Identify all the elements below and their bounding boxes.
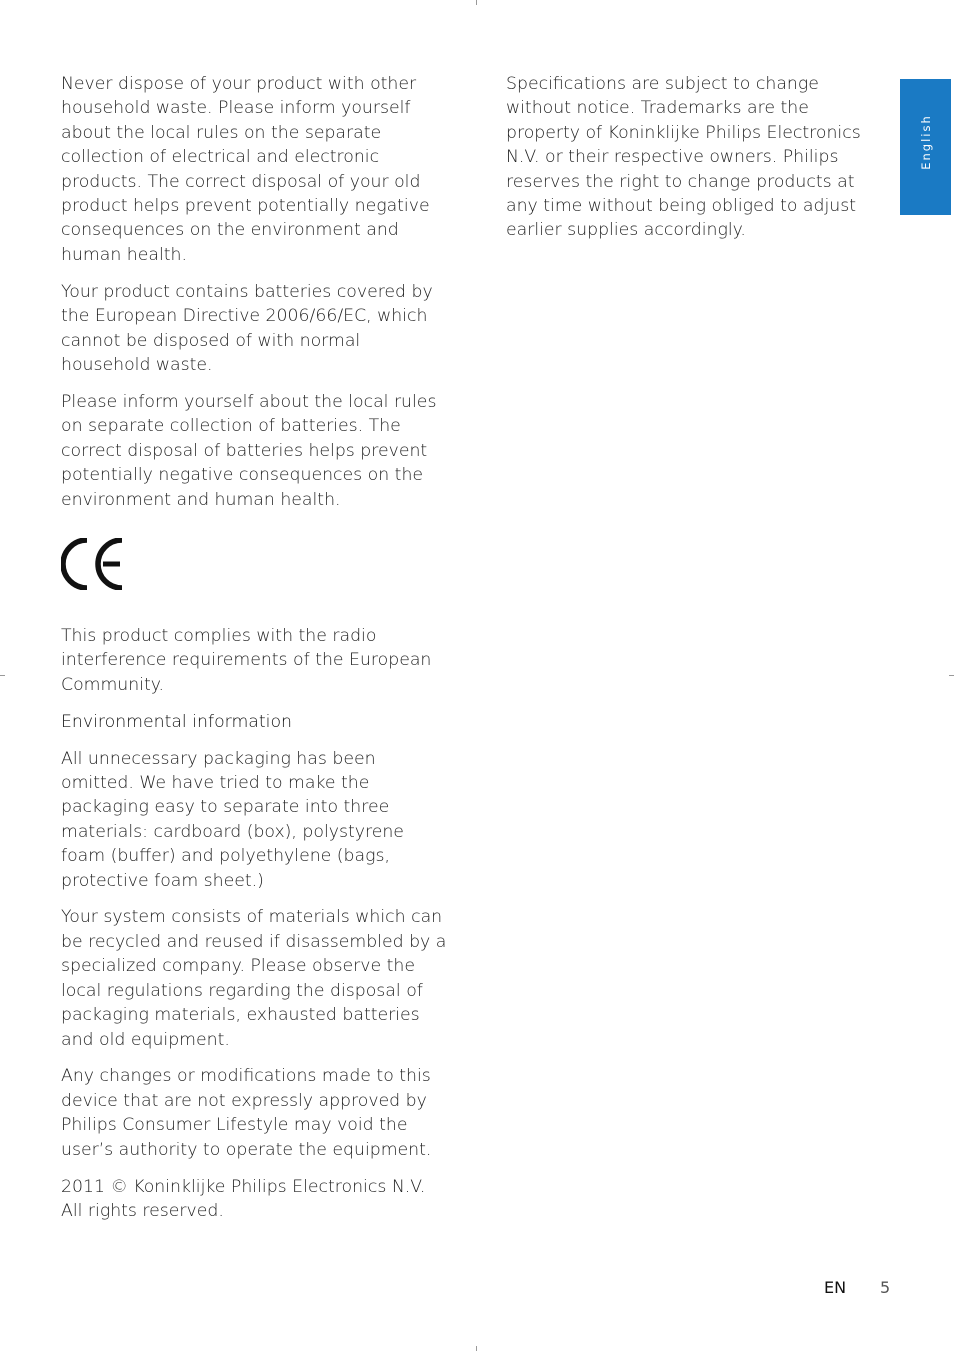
- crop-mark-right: [949, 675, 954, 676]
- ce-compliance-paragraph: This product complies with the radio interference requirements of the European Community.: [61, 625, 432, 695]
- crop-mark-left: [0, 675, 5, 676]
- battery-directive-paragraph: Your product contains batteries covered by the European Directive 2006/66/EC, which cannot be disposed of with normal household waste.: [61, 281, 433, 375]
- copyright-paragraph: 2011 © Koninklijke Philips Electronics N.V. All rights reserved.: [61, 1176, 426, 1221]
- left-column: [61, 72, 451, 1236]
- ce-mark-icon: [61, 538, 451, 590]
- ce-mark-graphic: [61, 538, 125, 590]
- modifications-paragraph: Any changes or modifications made to this device that are not expressly approved by Philips Consumer Lifestyle may void the user’s authority to operate the equipment.: [61, 1066, 432, 1160]
- recycling-paragraph: Your system consists of materials which can be recycled and reused if disassembled by a specialized company. Please observe the local regulations regarding the disposal of packaging materials, exhausted batteries and old equipment.: [61, 907, 447, 1050]
- disposal-paragraph: Never dispose of your product with other household waste. Please inform yourself about the local rules on the separate collection of electrical and electronic products. The correct disposal of your old product helps prevent potentially negative consequences on the environment and human health.: [61, 74, 430, 265]
- language-tab: [900, 79, 951, 215]
- crop-mark-bottom: [476, 1346, 477, 1351]
- language-tab-label: English: [918, 113, 933, 170]
- specifications-paragraph: Specifications are subject to change without notice. Trademarks are the property of Koninklijke Philips Electronics N.V. or their respective owners. Philips reserves the right to change products at any time without being obliged to adjust earlier supplies accordingly.: [506, 74, 861, 241]
- footer-language: EN: [824, 1278, 847, 1297]
- page-number: 5: [880, 1278, 891, 1297]
- crop-mark-top: [476, 0, 477, 5]
- packaging-paragraph: All unnecessary packaging has been omitted. We have tried to make the packaging easy to separate into three materials: cardboard (box), polystyrene foam (buffer) and polyethylene (bags, protective foam sheet.): [61, 748, 404, 891]
- right-column: [506, 72, 888, 255]
- environmental-heading: Environmental information: [61, 711, 292, 732]
- battery-disposal-paragraph: Please inform yourself about the local rules on separate collection of batteries. The correct disposal of batteries helps prevent potentially negative consequences on the environment and human health.: [61, 391, 437, 510]
